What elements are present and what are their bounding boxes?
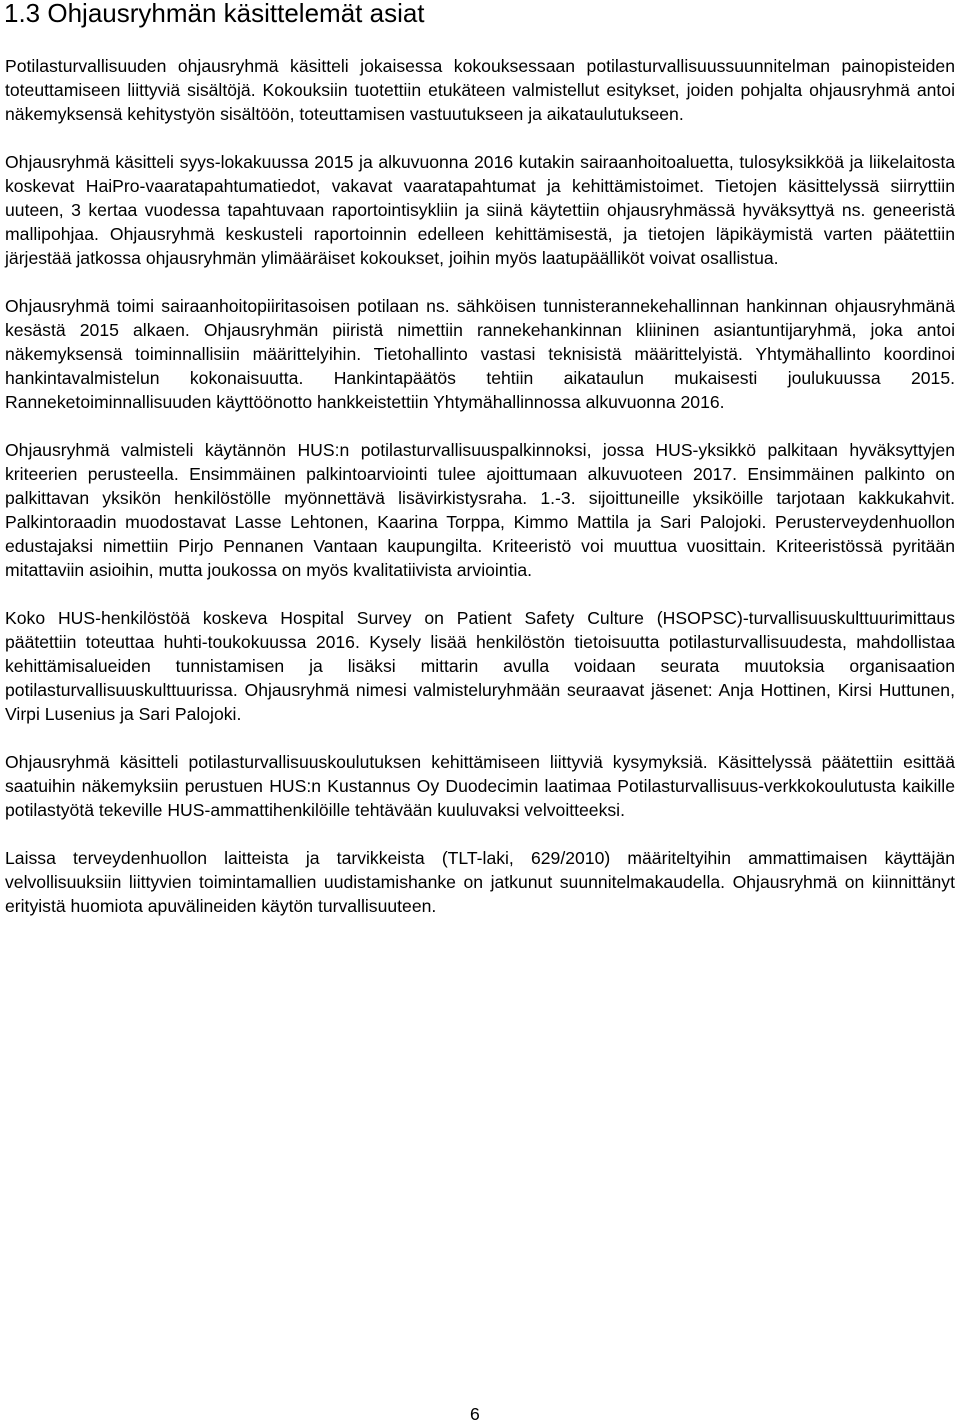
paragraph-5: Koko HUS-henkilöstöä koskeva Hospital Survey on Patient Safety Culture (HSOPSC)-turvallisuuskulttuurimittaus päätettiin toteuttaa huhti-toukokuussa 2016. Kysely lisää henkilöstön tietoisuutta potilasturvallisuudesta, mahdollistaa kehittämisalueiden tunnistamisen ja lisäksi mittarin avulla voidaan seurata muutoksia organisaation potilasturvallisuuskulttuurissa. Ohjausryhmä nimesi valmisteluryhmään seuraavat jäsenet: Anja Hottinen, Kirsi Huttunen, Virpi Lusenius ja Sari Palojoki.: [5, 608, 955, 724]
paragraph-1: Potilasturvallisuuden ohjausryhmä käsitteli jokaisessa kokouksessaan potilasturvallisuussuunnitelman painopisteiden toteuttamiseen liittyviä sisältöjä. Kokouksiin tuotettiin etukäteen valmistellut esitykset, joiden pohjalta ohjausryhmä antoi näkemyksensä kehitystyön sisältöön, toteuttamisen vastuutukseen ja aikataulutukseen.: [5, 56, 955, 124]
section-heading: 1.3 Ohjausryhmän käsittelemät asiat: [4, 0, 425, 28]
paragraph-3: Ohjausryhmä toimi sairaanhoitopiiritasoisen potilaan ns. sähköisen tunnisterannekehallinnan hankinnan ohjausryhmänä kesästä 2015 alkaen. Ohjausryhmän piiristä nimettiin rannekehankinnan kliininen asiantuntijaryhmä, joka antoi näkemyksensä toiminnallisiin määrittelyihin. Tietohallinto vastasi teknisistä määrittelyistä. Yhtymähallinto koordinoi hankintavalmistelun kokonaisuutta. Hankintapäätös tehtiin aikataulun mukaisesti joulukuussa 2015. Ranneketoiminnallisuuden käyttöönotto hankkeistettiin Yhtymähallinnossa alkuvuonna 2016.: [5, 296, 955, 412]
paragraph-4: Ohjausryhmä valmisteli käytännön HUS:n potilasturvallisuuspalkinnoksi, jossa HUS-yksikkö palkitaan hyväksyttyjen kriteerien perusteella. Ensimmäinen palkintoarviointi tulee ajoittumaan alkuvuoteen 2017. Ensimmäinen palkinto on palkittavan yksikön henkilöstölle myönnettävä lisävirkistysraha. 1.-3. sijoittuneille yksiköille tarjotaan kakkukahvit. Palkintoraadin muodostavat Lasse Lehtonen, Kaarina Torppa, Kimmo Mattila ja Sari Palojoki. Perusterveydenhuollon edustajaksi nimettiin Pirjo Pennanen Vantaan kaupungilta. Kriteeristö voi muuttua vuosittain. Kriteeristössä pyritään mitattaviin asioihin, mutta joukossa on myös kvalitatiivista arviointia.: [5, 440, 955, 580]
body-text: [5, 54, 955, 942]
paragraph-7: Laissa terveydenhuollon laitteista ja tarvikkeista (TLT-laki, 629/2010) määriteltyihin ammattimaisen käyttäjän velvollisuuksiin liittyvien toimintamallien uudistamishanke on jatkunut suunnitelmakaudella. Ohjausryhmä on kiinnittänyt erityistä huomiota apuvälineiden käytön turvallisuuteen.: [5, 848, 955, 916]
paragraph-6: Ohjausryhmä käsitteli potilasturvallisuuskoulutuksen kehittämiseen liittyviä kysymyksiä. Käsittelyssä päätettiin esittää saatuihin näkemyksiin perustuen HUS:n Kustannus Oy Duodecimin laatimaa Potilasturvallisuus-verkkokoulutusta kaikille potilastyötä tekeville HUS-ammattihenkilöille tehtävään kuuluvaksi velvoitteeksi.: [5, 752, 955, 820]
paragraph-2: Ohjausryhmä käsitteli syys-lokakuussa 2015 ja alkuvuonna 2016 kutakin sairaanhoitoaluetta, tulosyksikköä ja liikelaitosta koskevat HaiPro-vaaratapahtumatiedot, vakavat vaaratapahtumat ja kehittämistoimet. Tietojen käsittelyssä siirryttiin uuteen, 3 kertaa vuodessa tapahtuvaan raportointisykliin ja siinä käytettiin ohjausryhmässä hyväksyttyä ns. geneeristä mallipohjaa. Ohjausryhmä keskusteli raportoinnin edelleen kehittämisestä, ja tietojen läpikäymistä varten päätettiin järjestää jatkossa ohjausryhmän ylimääräiset kokoukset, joihin myös laatupäälliköt voivat osallistua.: [5, 152, 955, 268]
page-number: 6: [470, 1404, 480, 1424]
